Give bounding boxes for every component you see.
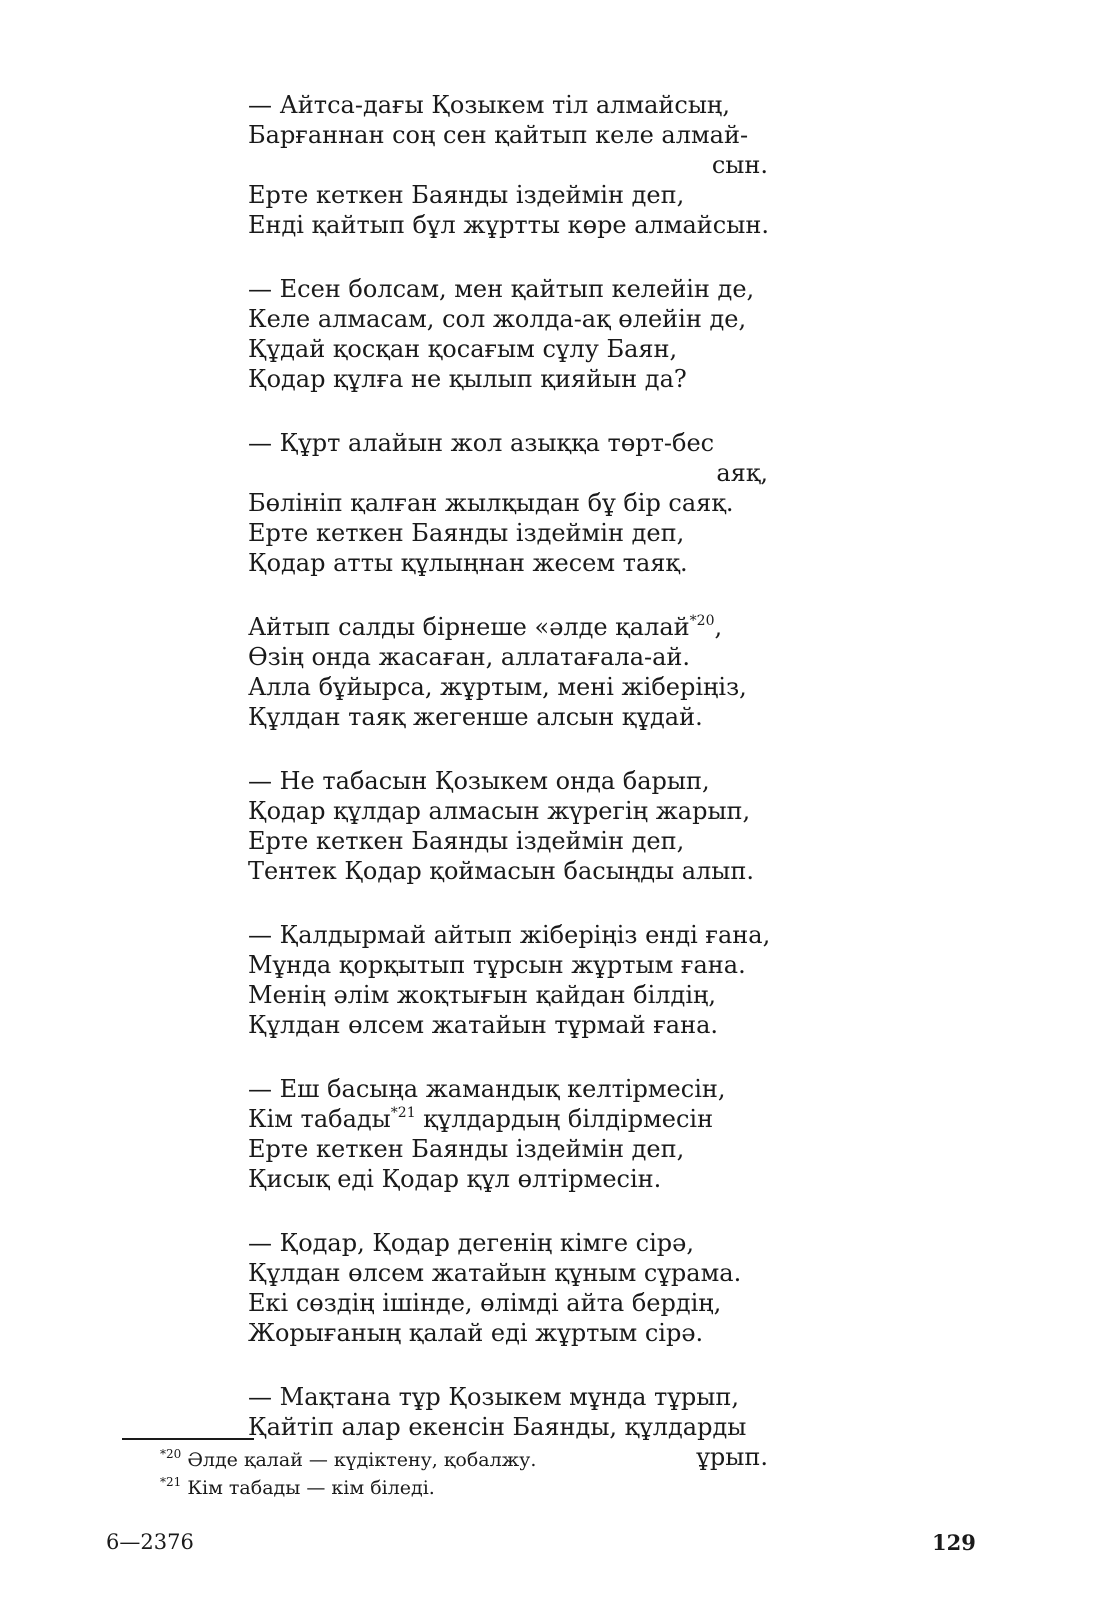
footnote-text: Кім табады — кім біледі. <box>181 1477 435 1499</box>
poem-line: Құлдан өлсем жатайын тұрмай ғана. <box>248 1011 719 1039</box>
poem-line-continuation: сын. <box>711 151 768 179</box>
poem-line: Екі сөздің ішінде, өлімді айта бердің, <box>248 1289 722 1317</box>
stanza-8 <box>248 1228 808 1348</box>
poem-text <box>248 90 808 1506</box>
poem-line: Өзің онда жасаған, аллатағала-ай. <box>248 643 691 671</box>
poem-line-punctuation: , <box>714 613 723 641</box>
poem-line: Құлдан өлсем жатайын құным сұрама. <box>248 1259 742 1287</box>
poem-line: — Қалдырмай айтып жіберіңіз енді ғана, <box>248 921 771 949</box>
footnote-item <box>160 1446 760 1474</box>
poem-line: Тентек Қодар қоймасын басыңды алып. <box>248 857 755 885</box>
poem-line: Қодар құлдар алмасын жүрегің жарып, <box>248 797 751 825</box>
stanza-6 <box>248 920 808 1040</box>
poem-line-text: Кім табады <box>248 1105 391 1133</box>
poem-line <box>248 1104 808 1134</box>
poem-line: — Есен болсам, мен қайтып келейін де, <box>248 275 755 303</box>
footnote-mark: *21 <box>160 1475 182 1489</box>
poem-line: Менің әлім жоқтығын қайдан білдің, <box>248 981 717 1009</box>
stanza-4 <box>248 612 808 732</box>
printer-signature: 6—2376 <box>106 1530 194 1554</box>
poem-line: — Қодар, Қодар дегенің кімге сірә, <box>248 1229 694 1257</box>
poem-line: Қайтіп алар екенсін Баянды, құлдарды <box>248 1413 747 1441</box>
poem-line: Алла бұйырса, жұртым, мені жіберіңіз, <box>248 673 747 701</box>
poem-line: Құдай қосқан қосағым сұлу Баян, <box>248 335 678 363</box>
footnotes <box>160 1446 760 1502</box>
footnote-mark: *20 <box>160 1447 182 1461</box>
poem-line: — Еш басыңа жамандық келтірмесін, <box>248 1075 726 1103</box>
poem-line: Енді қайтып бұл жұртты көре алмайсын. <box>248 211 769 239</box>
poem-line: Қисық еді Қодар құл өлтірмесін. <box>248 1165 662 1193</box>
page-number: 129 <box>932 1530 976 1555</box>
poem-line: — Құрт алайын жол азыққа төрт-бес <box>248 429 715 457</box>
footnote-item <box>160 1474 760 1502</box>
poem-line: Ерте кеткен Баянды іздеймін деп, <box>248 1135 685 1163</box>
poem-line: Қодар атты құлыңнан жесем таяқ. <box>248 549 688 577</box>
poem-line: — Не табасын Қозыкем онда барып, <box>248 767 710 795</box>
stanza-2 <box>248 274 808 394</box>
stanza-7 <box>248 1074 808 1194</box>
stanza-1 <box>248 90 808 240</box>
footnote-reference: *21 <box>390 1105 416 1121</box>
poem-line: Ерте кеткен Баянды іздеймін деп, <box>248 519 685 547</box>
poem-line: Мұнда қорқытып тұрсын жұртым ғана. <box>248 951 746 979</box>
poem-line: Қодар құлға не қылып қияйын да? <box>248 365 687 393</box>
stanza-5 <box>248 766 808 886</box>
poem-line-text: Айтып салды бірнеше «әлде қалай <box>248 613 690 641</box>
poem-line <box>248 612 808 642</box>
poem-line-continuation: ұрып. <box>696 1443 768 1471</box>
poem-line: Ерте кеткен Баянды іздеймін деп, <box>248 181 685 209</box>
poem-line: Бөлініп қалған жылқыдан бұ бір саяқ. <box>248 489 734 517</box>
poem-line: — Мақтана тұр Қозыкем мұнда тұрып, <box>248 1383 739 1411</box>
footnote-divider <box>122 1438 254 1440</box>
footnote-text: Әлде қалай — күдіктену, қобалжу. <box>181 1449 537 1471</box>
poem-line: Барғаннан соң сен қайтып келе алмай- <box>248 121 749 149</box>
poem-line-continuation: аяқ, <box>716 459 768 487</box>
stanza-3 <box>248 428 808 578</box>
poem-line-text: құлдардың білдірмесін <box>415 1105 714 1133</box>
poem-line: Жорығаның қалай еді жұртым сірә. <box>248 1319 704 1347</box>
poem-line: — Айтса-дағы Қозыкем тіл алмайсың, <box>248 91 730 119</box>
footnote-reference: *20 <box>689 613 715 629</box>
poem-line: Ерте кеткен Баянды іздеймін деп, <box>248 827 685 855</box>
poem-line: Құлдан таяқ жегенше алсын құдай. <box>248 703 703 731</box>
poem-line: Келе алмасам, сол жолда-ақ өлейін де, <box>248 305 747 333</box>
